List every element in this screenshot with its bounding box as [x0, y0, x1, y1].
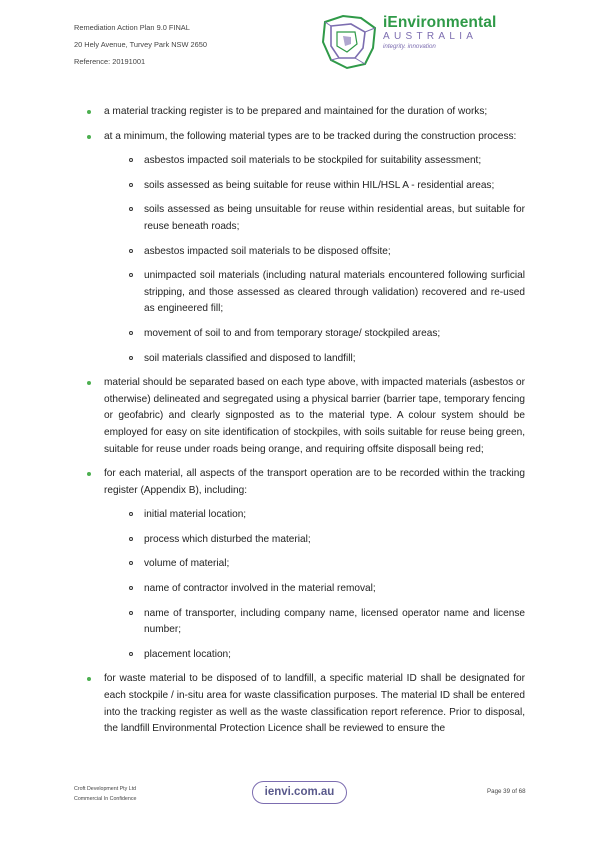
- sub-list-item: name of transporter, including company name, licensed operator name and license number;: [87, 606, 525, 639]
- circle-bullet-icon: [129, 652, 133, 656]
- list-item: material should be separated based on each type above, with impacted materials (asbestos or otherwise) delineated and segregated using a physical barrier (barrier tape, temporary fencing or geofabric) and clearly signposted as to the material type. A colour system should be employed for easy on site identification of stockpiles, with soils suitable for reuse being green, suitable for reuse under roads being orange, and requiring offsite disposall being red;: [87, 375, 525, 458]
- document-header: [74, 19, 207, 70]
- list-item: at a minimum, the following material types are to be tracked during the construction process:: [87, 129, 525, 146]
- logo-subtitle: AUSTRALIA: [383, 31, 478, 42]
- header-title: Remediation Action Plan 9.0 FINAL: [74, 23, 190, 32]
- footer-company: [74, 784, 136, 804]
- bullet-dot-icon: [87, 381, 91, 385]
- sub-list-item: name of contractor involved in the material removal;: [87, 581, 525, 598]
- circle-bullet-icon: [129, 158, 133, 162]
- circle-bullet-icon: [129, 611, 133, 615]
- circle-bullet-icon: [129, 183, 133, 187]
- list-item: a material tracking register is to be prepared and maintained for the duration of works;: [87, 104, 525, 121]
- circle-bullet-icon: [129, 207, 133, 211]
- sub-list-item: initial material location;: [87, 507, 525, 524]
- sub-list-item: soils assessed as being suitable for reuse within HIL/HSL A - residential areas;: [87, 178, 525, 195]
- sub-list-item: process which disturbed the material;: [87, 532, 525, 549]
- circle-bullet-icon: [129, 561, 133, 565]
- sub-list-item: asbestos impacted soil materials to be disposed offsite;: [87, 244, 525, 261]
- header-reference: Reference: 20191001: [74, 57, 146, 66]
- circle-bullet-icon: [129, 249, 133, 253]
- sub-list-item: soil materials classified and disposed to landfill;: [87, 351, 525, 368]
- footer-company-name: Croft Development Pty Ltd: [74, 786, 137, 792]
- sub-list-item: unimpacted soil materials (including natural materials encountered following surficial stripping, and those assessed as cleared through validation) recovered and re-used as engineered fill;: [87, 268, 525, 318]
- bullet-dot-icon: [87, 110, 91, 114]
- bullet-dot-icon: [87, 472, 91, 476]
- map-logo-icon: [321, 14, 379, 70]
- sub-list-item: movement of soil to and from temporary storage/ stockpiled areas;: [87, 326, 525, 343]
- list-item: for each material, all aspects of the transport operation are to be recorded within the tracking register (Appendix B), including:: [87, 466, 525, 499]
- circle-bullet-icon: [129, 512, 133, 516]
- circle-bullet-icon: [129, 356, 133, 360]
- company-logo: [321, 14, 521, 70]
- list-item: for waste material to be disposed of to landfill, a specific material ID shall be designated for each stockpile / in-situ area for waste classification purposes. The material ID shall be entered into the tracking register as well as the waste classification report reference. Prior to disposal, the landfill Environmental Protection Licence shall be reviewed to ensure the: [87, 671, 525, 737]
- circle-bullet-icon: [129, 273, 133, 277]
- sub-list-item: placement location;: [87, 647, 525, 664]
- sub-list-item: asbestos impacted soil materials to be stockpiled for suitability assessment;: [87, 153, 525, 170]
- logo-tagline: integrity. innovation: [383, 43, 436, 50]
- website-link[interactable]: ienvi.com.au: [252, 781, 347, 804]
- footer-confidentiality: Commercial In Confidence: [74, 796, 137, 802]
- sub-list-item: volume of material;: [87, 556, 525, 573]
- document-body: [87, 104, 525, 746]
- circle-bullet-icon: [129, 586, 133, 590]
- header-address: 20 Hely Avenue, Turvey Park NSW 2650: [74, 40, 207, 49]
- page-number: Page 39 of 68: [487, 788, 526, 795]
- circle-bullet-icon: [129, 331, 133, 335]
- bullet-dot-icon: [87, 677, 91, 681]
- logo-name: iEnvironmental: [383, 14, 497, 31]
- sub-list-item: soils assessed as being unsuitable for reuse within residential areas, but suitable for reuse beneath roads;: [87, 202, 525, 235]
- bullet-dot-icon: [87, 135, 91, 139]
- circle-bullet-icon: [129, 537, 133, 541]
